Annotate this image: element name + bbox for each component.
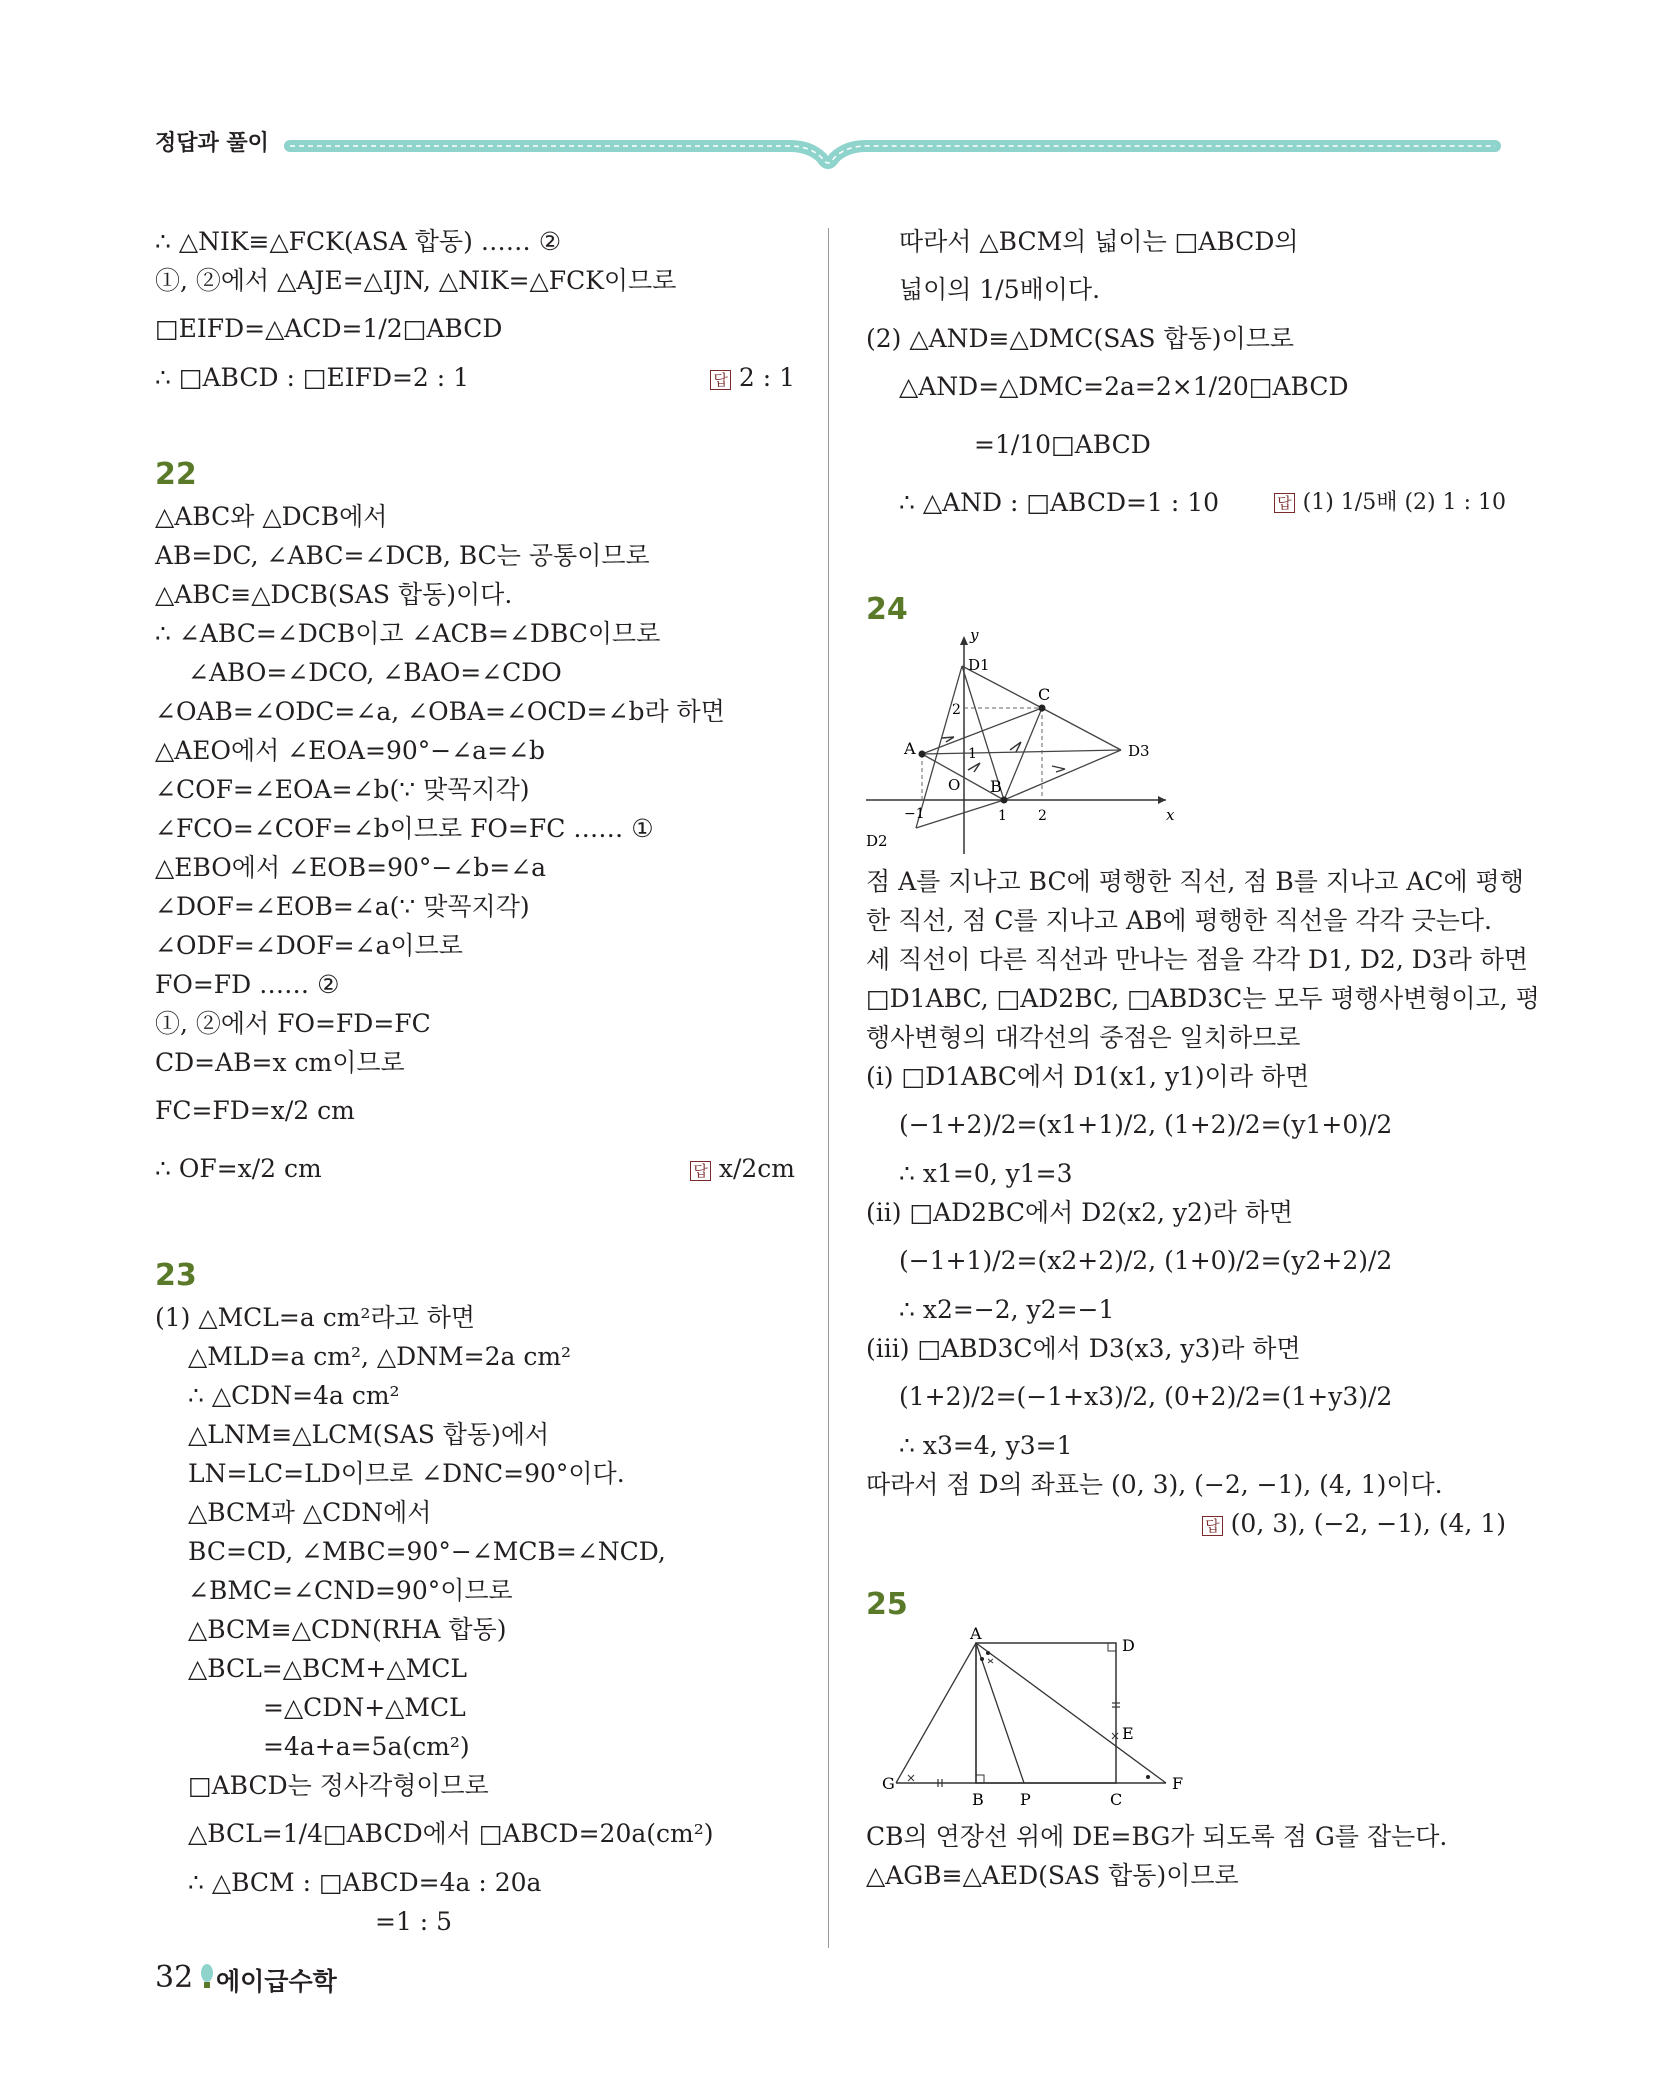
text-line: (ii) □AD2BC에서 D2(x2, y2)라 하면 [866,1198,1294,1227]
problem-number: 24 [866,592,908,627]
figure-label: O [948,776,961,794]
text-line: (1+2)/2=(−1+x3)/2, (0+2)/2=(1+y3)/2 [899,1382,1393,1411]
text-line: ∠BMC=∠CND=90°이므로 [188,1576,513,1605]
text-line: △ABC와 △DCB에서 [155,502,388,531]
text-line: 한 직선, 점 C를 지나고 AB에 평행한 직선을 각각 긋는다. [866,906,1492,935]
answer-text: 2 : 1 [738,363,795,392]
answer [1274,474,1506,532]
text-line: △ABC≡△DCB(SAS 합동)이다. [155,580,513,609]
text-line: (−1+2)/2=(x1+1)/2, (1+2)/2=(y1+0)/2 [899,1110,1393,1139]
section-title: 정답과 풀이 [155,131,269,156]
text-line: △EBO에서 ∠EOB=90°−∠b=∠a [155,853,547,882]
text-line: □ABCD는 정사각형이므로 [188,1771,489,1800]
figure-label: C [1110,1790,1123,1809]
text-line: ∴ △CDN=4a cm² [188,1381,400,1410]
text-line: CD=AB=x cm이므로 [155,1048,405,1077]
answer-mark: 답 [690,1161,711,1181]
answer-mark: 답 [710,370,731,390]
text-line: ∴ △BCM : □ABCD=4a : 20a [188,1868,542,1897]
text-line: AB=DC, ∠ABC=∠DCB, BC는 공통이므로 [155,541,650,570]
figure-label: y [970,632,979,644]
left-column [155,222,795,1941]
text-line: ∴ ∠ABC=∠DCB이고 ∠ACB=∠DBC이므로 [155,619,661,648]
text-line: ∠DOF=∠EOB=∠a(∵ 맞꼭지각) [155,892,530,921]
figure-label: D1 [968,656,990,674]
text-line: △AGB≡△AED(SAS 합동)이므로 [866,1861,1239,1890]
text-line: ∴ x2=−2, y2=−1 [899,1295,1115,1324]
text-line: △BCM과 △CDN에서 [188,1498,432,1527]
answer [710,358,795,397]
text-line: 세 직선이 다른 직선과 만나는 점을 각각 D1, D2, D3라 하면 [866,945,1529,974]
right-column [866,222,1540,1895]
text-line: FC=FD=x/2 cm [155,1096,355,1125]
page-number: 32 [155,1960,194,1995]
figure-label: B [990,777,1002,796]
text-line: 행사변형의 대각선의 중점은 일치하므로 [866,1023,1301,1052]
figure-label: C [1038,685,1051,704]
text-line: ∴ △AND : □ABCD=1 : 10 [899,488,1220,517]
text-line: =1 : 5 [375,1907,453,1936]
text-line: △LNM≡△LCM(SAS 합동)에서 [188,1420,550,1449]
figure-label: D3 [1128,742,1150,760]
text-line: ①, ②에서 FO=FD=FC [155,1009,431,1038]
bulb-icon [200,1963,214,1991]
column-divider [828,228,829,1948]
figure-label: −1 [904,806,925,822]
answer-mark: 답 [1274,493,1295,513]
geometry-figure [866,1627,1206,1817]
problem-number: 23 [155,1258,197,1293]
text-line: △AEO에서 ∠EOA=90°−∠a=∠b [155,736,545,765]
problem-number: 25 [866,1587,908,1622]
text-line: □EIFD=△ACD=1/2□ABCD [155,314,503,343]
text-line: (1) △MCL=a cm²라고 하면 [155,1303,475,1332]
text-line: (2) △AND≡△DMC(SAS 합동)이므로 [866,324,1295,353]
figure-label: A [970,1627,982,1643]
text-line: ∠ABO=∠DCO, ∠BAO=∠CDO [188,658,562,687]
text-line: CB의 연장선 위에 DE=BG가 되도록 점 G를 잡는다. [866,1822,1448,1851]
text-line: □D1ABC, □AD2BC, □ABD3C는 모두 평행사변형이고, 평 [866,984,1540,1013]
text-line [866,474,1506,532]
coordinate-figure [866,632,1186,862]
figure-label: E [1122,1724,1134,1743]
figure-label: G [882,1774,895,1793]
answer-text: (1) 1/5배 (2) 1 : 10 [1302,490,1506,515]
figure-label: x [1166,806,1175,824]
text-line: ①, ②에서 △AJE=△IJN, △NIK=△FCK이므로 [155,266,677,295]
book-title-logo: 에이급수학 [216,1967,337,1996]
text-line: (iii) □ABD3C에서 D3(x3, y3)라 하면 [866,1334,1301,1363]
figure-label: 2 [952,702,961,718]
text-line: (−1+1)/2=(x2+2)/2, (1+0)/2=(y2+2)/2 [899,1246,1393,1275]
answer-text: (0, 3), (−2, −1), (4, 1) [1230,1509,1506,1538]
figure-label: 1 [998,808,1007,824]
text-line: ∴ □ABCD : □EIFD=2 : 1 [155,363,470,392]
text-line: ∴ OF=x/2 cm [155,1154,322,1183]
figure-label: F [1172,1774,1184,1793]
figure-label: 2 [1038,808,1047,824]
text-line: ∠ODF=∠DOF=∠a이므로 [155,931,463,960]
text-line: △MLD=a cm², △DNM=2a cm² [188,1342,572,1371]
text-line: BC=CD, ∠MBC=90°−∠MCB=∠NCD, [188,1537,666,1566]
answer-text: x/2cm [718,1154,795,1183]
text-line: =4a+a=5a(cm²) [263,1732,470,1761]
answer [690,1140,795,1198]
figure-label: D2 [866,832,888,850]
text-line: △BCL=1/4□ABCD에서 □ABCD=20a(cm²) [188,1819,714,1848]
text-line: ∴ △NIK≡△FCK(ASA 합동) …… ② [155,227,562,256]
text-line: (i) □D1ABC에서 D1(x1, y1)이라 하면 [866,1062,1310,1091]
text-line: 점 A를 지나고 BC에 평행한 직선, 점 B를 지나고 AC에 평행 [866,867,1524,896]
text-line: ∴ x3=4, y3=1 [899,1431,1073,1460]
figure-label: D [1122,1636,1135,1655]
text-line: FO=FD …… ② [155,970,340,999]
text-line: 따라서 점 D의 좌표는 (0, 3), (−2, −1), (4, 1)이다. [866,1470,1443,1499]
answer [1202,1504,1506,1543]
header-band [0,0,1654,190]
text-line: ∴ x1=0, y1=3 [899,1159,1073,1188]
figure-label: A [904,739,916,758]
text-line [155,358,795,397]
text-line: △BCL=△BCM+△MCL [188,1654,468,1683]
text-line: 따라서 △BCM의 넓이는 □ABCD의 [899,227,1299,256]
figure-label: P [1020,1790,1031,1809]
text-line: 넓이의 1/5배이다. [899,275,1101,304]
problem-number: 22 [155,457,197,492]
text-line [155,1140,795,1198]
text-line [866,1504,1506,1543]
answer-mark: 답 [1202,1516,1223,1536]
text-line: ∠OAB=∠ODC=∠a, ∠OBA=∠OCD=∠b라 하면 [155,697,725,726]
figure-label: B [972,1790,984,1809]
text-line: LN=LC=LD이므로 ∠DNC=90°이다. [188,1459,625,1488]
figure-label: 1 [968,746,977,762]
text-line: △AND=△DMC=2a=2×1/20□ABCD [899,372,1349,401]
text-line: ∠COF=∠EOA=∠b(∵ 맞꼭지각) [155,775,530,804]
text-line: =1/10□ABCD [974,430,1151,459]
text-line: △BCM≡△CDN(RHA 합동) [188,1615,507,1644]
text-line: ∠FCO=∠COF=∠b이므로 FO=FC …… ① [155,814,654,843]
text-line: =△CDN+△MCL [263,1693,466,1722]
